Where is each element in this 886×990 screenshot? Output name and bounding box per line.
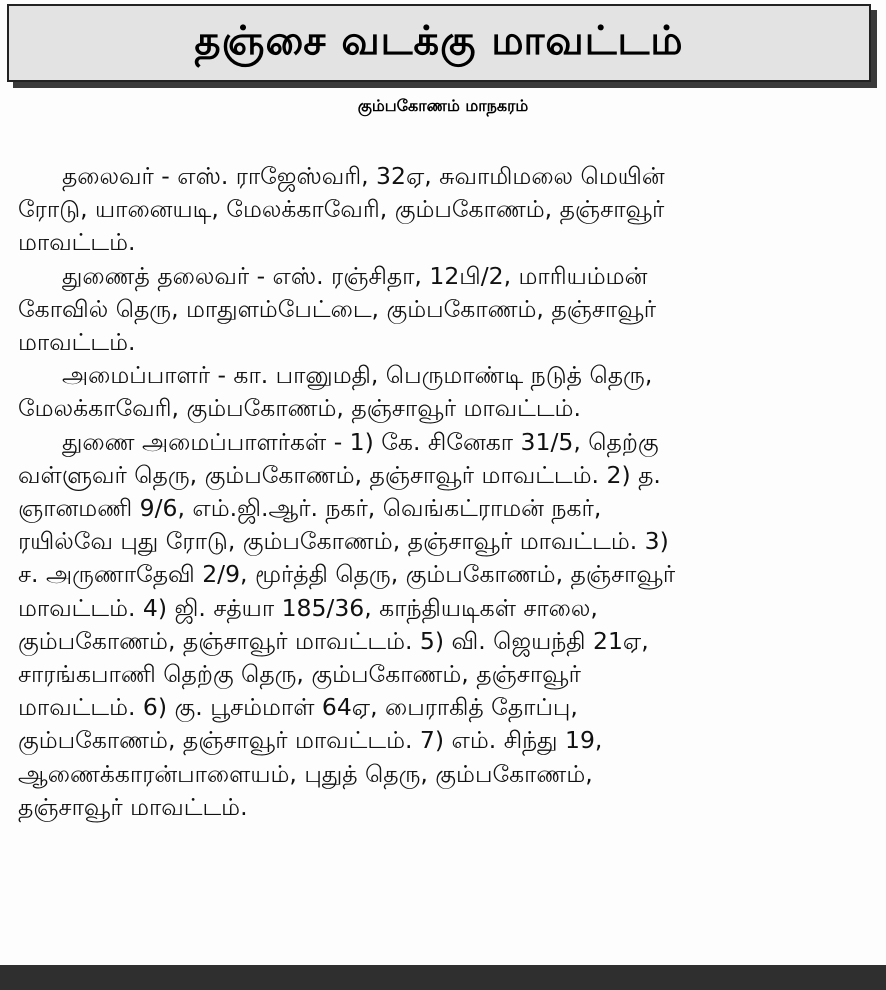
text-line: கும்பகோணம், தஞ்சாவூர் மாவட்டம். 5) வி. ஜெயந்தி 21ஏ,	[18, 626, 649, 655]
text-line-organizer: அமைப்பாளர் - கா. பானுமதி, பெருமாண்டி நடுத் தெரு,	[62, 361, 653, 390]
text-line: தஞ்சாவூர் மாவட்டம்.	[18, 792, 248, 821]
text-line: ரயில்வே புது ரோடு, கும்பகோணம், தஞ்சாவூர் மாவட்டம். 3)	[18, 527, 669, 556]
text-line: ரோடு, யானையடி, மேலக்காவேரி, கும்பகோணம், தஞ்சாவூர்	[18, 195, 665, 224]
text-line: ஆணைக்காரன்பாளையம், புதுத் தெரு, கும்பகோணம்,	[18, 759, 593, 788]
page-title: தஞ்சை வடக்கு மாவட்டம்	[194, 17, 684, 64]
text-line: கும்பகோணம், தஞ்சாவூர் மாவட்டம். 7) எம். சிந்து 19,	[18, 726, 603, 755]
text-line: மாவட்டம்.	[18, 328, 136, 357]
text-line: மாவட்டம்.	[18, 228, 136, 257]
text-line: மாவட்டம். 6) கு. பூசம்மாள் 64ஏ, பைராகித் தோப்பு,	[18, 693, 578, 722]
text-line: கோவில் தெரு, மாதுளம்பேட்டை, கும்பகோணம், தஞ்சாவூர்	[18, 294, 656, 323]
text-line: மேலக்காவேரி, கும்பகோணம், தஞ்சாவூர் மாவட்டம்.	[18, 394, 581, 423]
text-line: சாரங்கபாணி தெற்கு தெரு, கும்பகோணம், தஞ்சாவூர்	[18, 660, 581, 689]
text-line: வள்ளுவர் தெரு, கும்பகோணம், தஞ்சாவூர் மாவட்டம். 2) த.	[18, 460, 661, 489]
body-text	[18, 160, 868, 824]
text-line: ச. அருணாதேவி 2/9, மூர்த்தி தெரு, கும்பகோணம், தஞ்சாவூர்	[18, 560, 676, 589]
header-banner	[7, 4, 871, 82]
text-line: ஞானமணி 9/6, எம்.ஜி.ஆர். நகர், வெங்கட்ராமன் நகர்,	[18, 494, 602, 523]
text-line-president: தலைவர் - எஸ். ராஜேஸ்வரி, 32ஏ, சுவாமிமலை மெயின்	[62, 162, 665, 190]
next-section-banner	[0, 965, 886, 990]
text-line-vice-president: துணைத் தலைவர் - எஸ். ரஞ்சிதா, 12பி/2, மாரியம்மன்	[62, 261, 648, 290]
section-subheading: கும்பகோணம் மாநகரம்	[357, 96, 529, 115]
text-line-deputy-organizers: துணை அமைப்பாளர்கள் - 1) கே. சினேகா 31/5, தெற்கு	[62, 427, 659, 456]
text-line: மாவட்டம். 4) ஜி. சத்யா 185/36, காந்தியடிகள் சாலை,	[18, 593, 598, 622]
